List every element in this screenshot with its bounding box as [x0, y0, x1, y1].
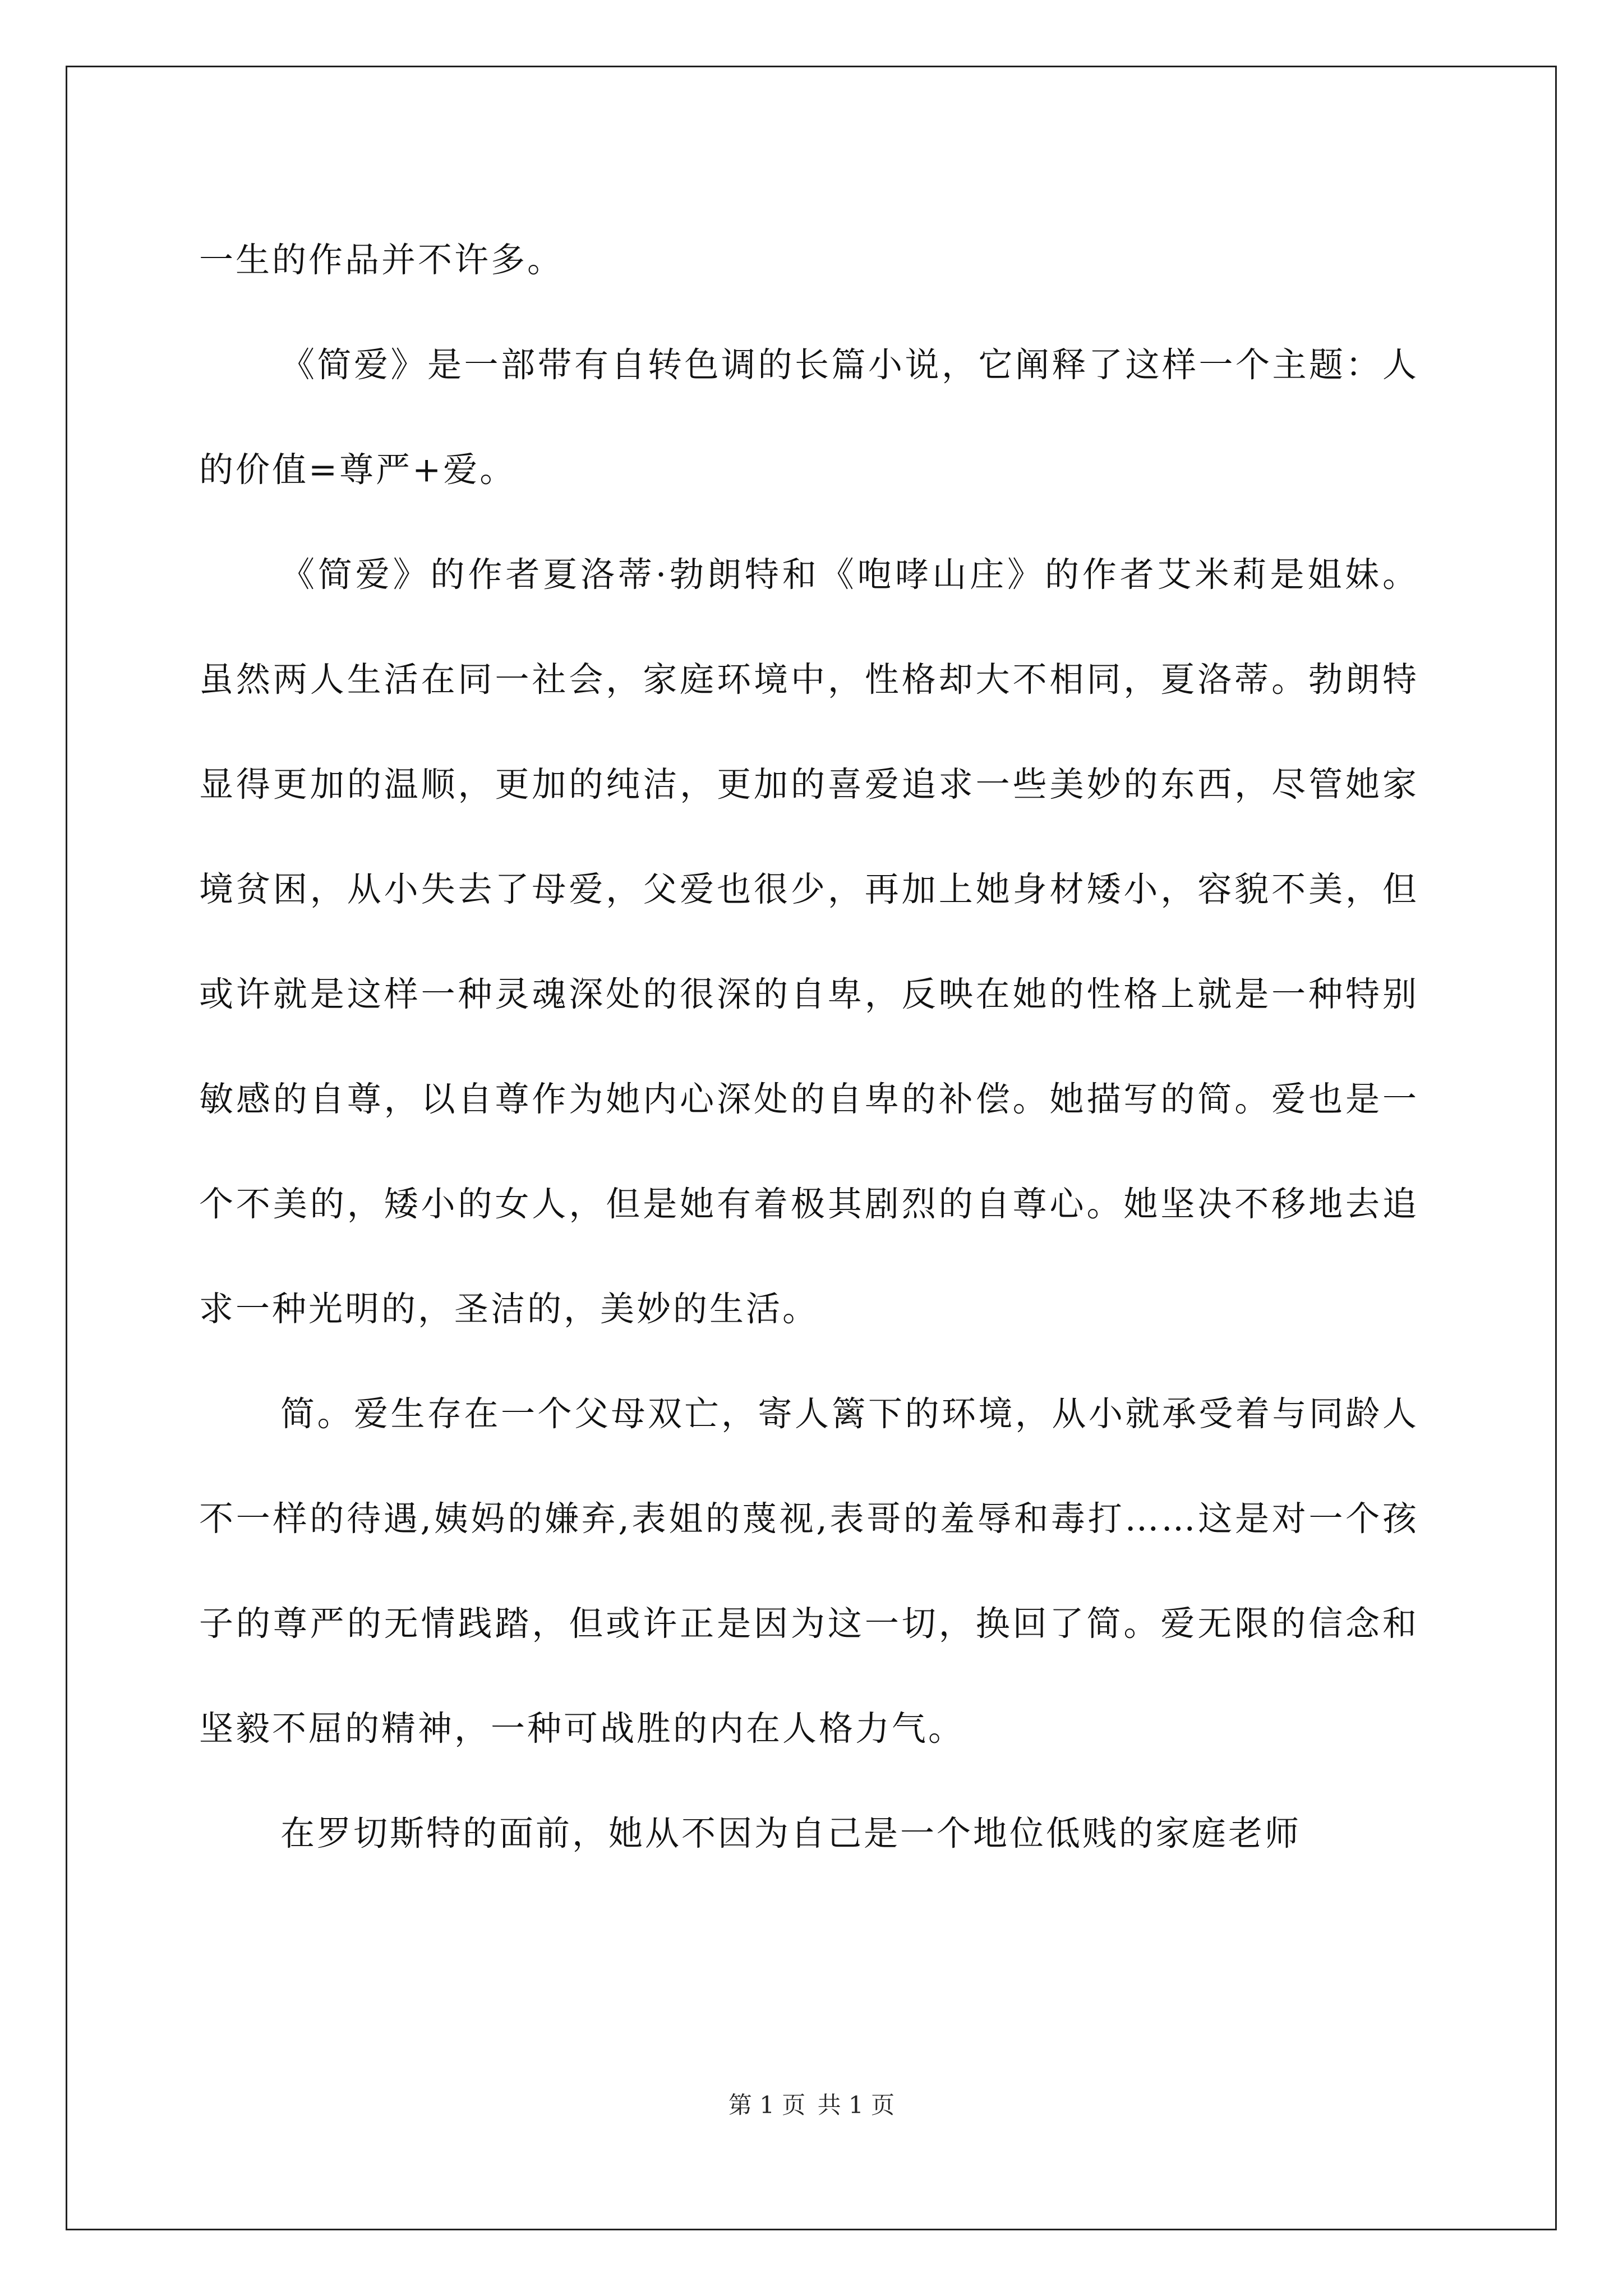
- page-total: 共 1 页: [817, 2091, 895, 2119]
- paragraph-1: 一生的作品并不许多。: [199, 240, 564, 280]
- paragraph-5: 在罗切斯特的面前，她从不因为自己是一个地位低贱的家庭老师: [280, 1814, 1302, 1853]
- paragraph-4: 简。爱生存在一个父母双亡，寄人篱下的环境，从小就承受着与同龄人不一样的待遇,姨妈的嫌弃,表姐的蔑视,表哥的羞辱和毒打……这是对一个孩子的尊严的无情践踏，但或许正是因为这一切，换回了简。爱无限的信念和坚毅不屈的精神，一种可战胜的内在人格力气。: [199, 1394, 1419, 1749]
- page-number: 第 1 页: [728, 2091, 806, 2119]
- document-body: [199, 208, 1419, 1886]
- paragraph-3: 《简爱》的作者夏洛蒂·勃朗特和《咆哮山庄》的作者艾米莉是姐妹。虽然两人生活在同一社会，家庭环境中，性格却大不相同，夏洛蒂。勃朗特显得更加的温顺，更加的纯洁，更加的喜爱追求一些美妙的东西，尽管她家境贫困，从小失去了母爱，父爱也很少，再加上她身材矮小，容貌不美，但或许就是这样一种灵魂深处的很深的自卑，反映在她的性格上就是一种特别敏感的自尊，以自尊作为她内心深处的自卑的补偿。她描写的简。爱也是一个不美的，矮小的女人，但是她有着极其剧烈的自尊心。她坚决不移地去追求一种光明的，圣洁的，美妙的生活。: [199, 555, 1419, 1329]
- paragraph-2: 《简爱》是一部带有自转色调的长篇小说，它阐释了这样一个主题：人的价值=尊严+爱。: [199, 345, 1419, 490]
- page-footer: [0, 2088, 1623, 2122]
